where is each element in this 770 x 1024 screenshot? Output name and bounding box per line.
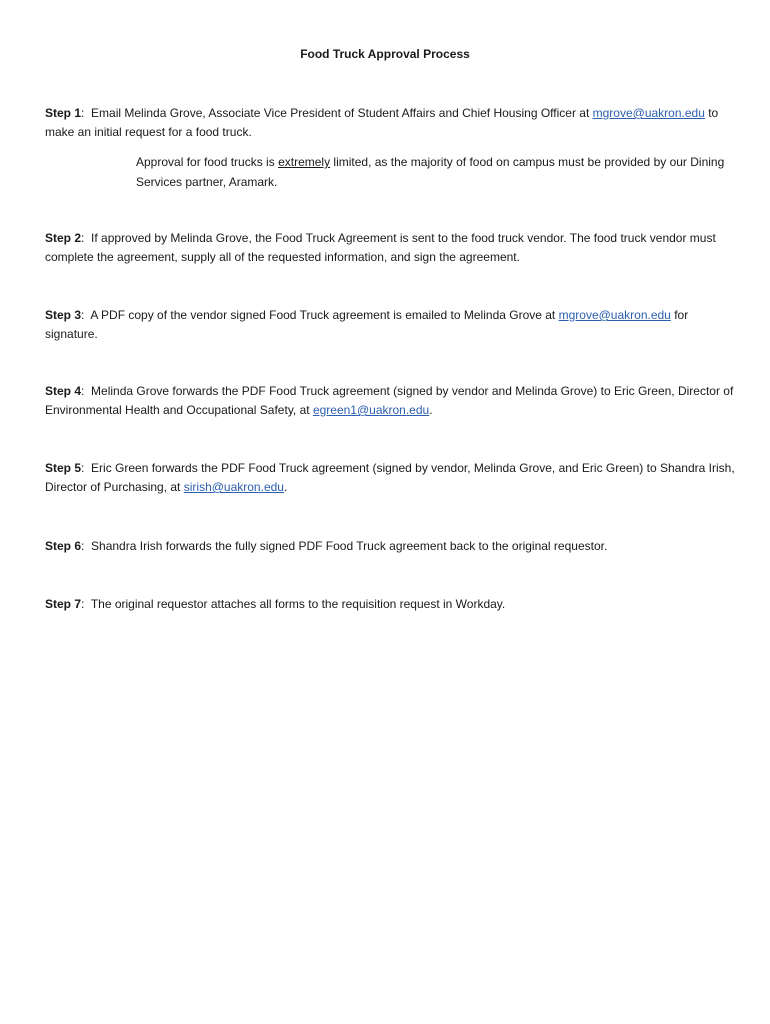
step-1-text-before: Email Melinda Grove, Associate Vice President of Student Affairs and Chief Housing Officer at (91, 106, 593, 120)
approval-note-before: Approval for food trucks is (136, 155, 279, 169)
step-7-label: Step 7 (45, 597, 82, 611)
step-3-text-after: for signature. (45, 308, 689, 341)
approval-note (136, 152, 726, 192)
step-5-text-after: . (283, 480, 288, 494)
approval-note-after: limited, as the majority of food on campus must be provided by our Dining Services partner, Aramark. (136, 155, 725, 189)
step-4-text-before: Melinda Grove forwards the PDF Food Truck agreement (signed by vendor and Melinda Grove) to Eric Green, Director of Environmental Health and Occupational Safety, at (45, 384, 734, 417)
step-4: Step 4: Melinda Grove forwards the PDF Food Truck agreement (signed by vendor and Melinda Grove) to Eric Green, Director of Environmental Health and Occupational Safety, at egreen1@uakron.edu. (45, 384, 734, 417)
step-2: Step 2: If approved by Melinda Grove, the Food Truck Agreement is sent to the food truck vendor. The food truck vendor must complete the agreement, supply all of the requested information, and sign the agreement. (45, 231, 716, 264)
step-7: Step 7: The original requestor attaches all forms to the requisition request in Workday. (45, 597, 506, 611)
step-5-email-link[interactable]: sirish@uakron.edu (183, 480, 284, 494)
step-6-label: Step 6 (45, 539, 82, 553)
approval-note-emphasis: extremely (278, 155, 331, 169)
step-3-label: Step 3 (45, 308, 82, 322)
step-1-email-link[interactable]: mgrove@uakron.edu (592, 106, 705, 120)
step-4-label: Step 4 (45, 384, 82, 398)
step-1-text-after: to make an initial request for a food truck. (45, 106, 719, 139)
step-5-label: Step 5 (45, 461, 82, 475)
step-6-text: Shandra Irish forwards the fully signed PDF Food Truck agreement back to the original requestor. (91, 539, 608, 553)
step-5: Step 5: Eric Green forwards the PDF Food Truck agreement (signed by vendor, Melinda Grove, and Eric Green) to Shandra Irish, Director of Purchasing, at sirish@uakron.edu. (45, 461, 735, 494)
step-4-email-link[interactable]: egreen1@uakron.edu (312, 403, 430, 417)
step-3-text-before: A PDF copy of the vendor signed Food Truck agreement is emailed to Melinda Grove at (90, 308, 559, 322)
document-title: Food Truck Approval Process (300, 47, 470, 61)
step-7-text: The original requestor attaches all forms to the requisition request in Workday. (90, 597, 506, 611)
step-3-email-link[interactable]: mgrove@uakron.edu (558, 308, 671, 322)
step-4-text-after: . (429, 403, 433, 417)
step-5-text-before: Eric Green forwards the PDF Food Truck agreement (signed by vendor, Melinda Grove, and Eric Green) to Shandra Irish, Director of Purchasing, at (45, 461, 735, 494)
step-3: Step 3: A PDF copy of the vendor signed Food Truck agreement is emailed to Melinda Grove at mgrove@uakron.edu for signature. (45, 308, 689, 341)
step-2-text: If approved by Melinda Grove, the Food Truck Agreement is sent to the food truck vendor. The food truck vendor must complete the agreement, supply all of the requested information, and sign the agreement. (45, 231, 716, 264)
step-6: Step 6: Shandra Irish forwards the fully signed PDF Food Truck agreement back to the original requestor. (45, 539, 608, 553)
step-1: Step 1: Email Melinda Grove, Associate Vice President of Student Affairs and Chief Housing Officer at mgrove@uakron.edu to make an initial request for a food truck. (45, 106, 719, 139)
step-2-label: Step 2 (45, 231, 82, 245)
step-1-label: Step 1 (45, 106, 82, 120)
